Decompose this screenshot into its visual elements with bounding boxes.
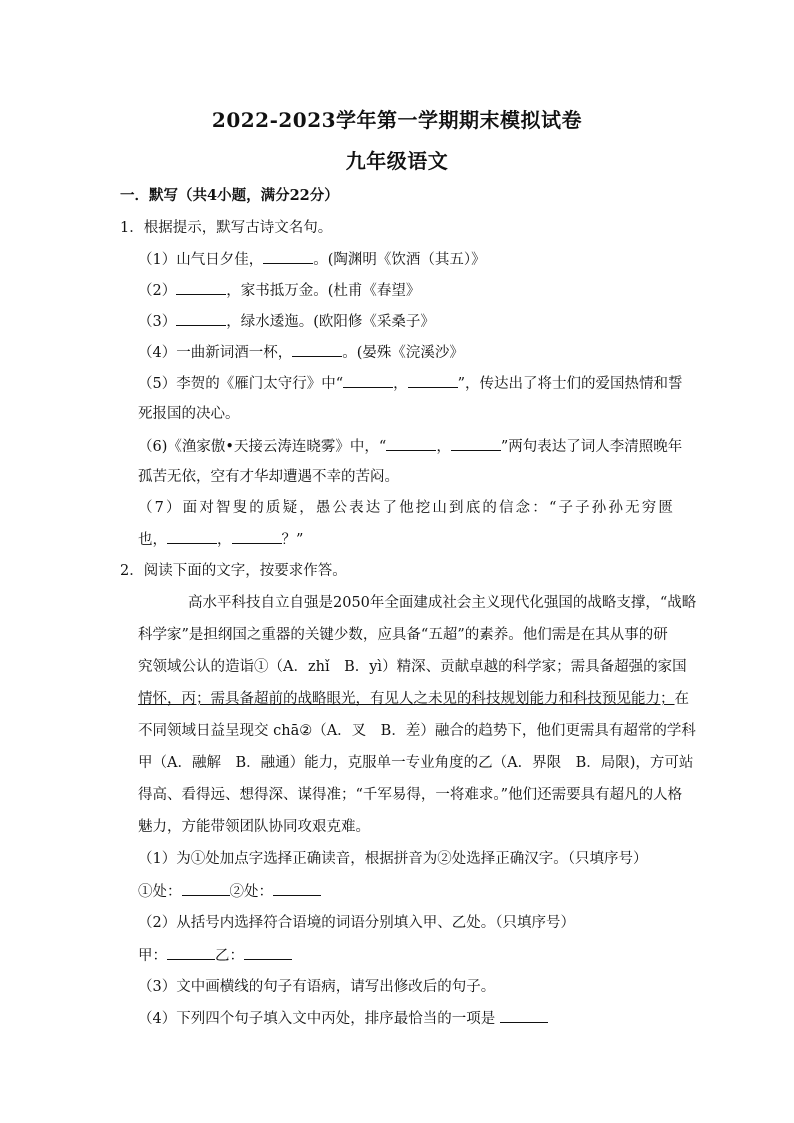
answer-blank[interactable]: [176, 311, 226, 326]
q2-sub-2-answer: 甲： 乙：: [138, 945, 292, 966]
passage-line-3: 究领域公认的造诣①（A．zhǐ B．yì）精深、贡献卓越的科学家；需具备超强的家国: [138, 659, 687, 675]
answer-blank[interactable]: [451, 436, 501, 451]
answer-blank[interactable]: [182, 881, 230, 896]
q1-part-6-line2: 孤苦无依，空有才华却遭遇不幸的苦闷。: [138, 469, 399, 485]
q1-part-5-line2: 死报国的决心。: [138, 406, 240, 422]
q1-part-6-line1: （6)《渔家傲•天接云涛连晓雾》中，“ ， ”两句表达了词人李清照晚年: [138, 436, 682, 457]
q1-part-5-line1: （5）李贺的《雁门太守行》中“ ， ”，传达出了将士们的爱国热情和誓: [138, 373, 683, 394]
passage-line-4: 情怀，丙；需具备超前的战略眼光，有见人之未见的科技规划能力和科技预见能力；在: [138, 691, 689, 707]
passage-line-2: 科学家”是担纲国之重器的关键少数，应具备“五超”的素养。他们需是在其从事的研: [138, 627, 668, 643]
passage-line-7: 得高、看得远、想得深、谋得准；“千军易得，一将难求。”他们还需要具有超凡的人格: [138, 787, 683, 803]
passage-line-6: 甲（A．融解 B．融通）能力，克服单一专业角度的乙（A．界限 B．局限)，方可站: [138, 755, 694, 771]
exam-subtitle: 九年级语文: [345, 149, 449, 173]
answer-blank[interactable]: [343, 373, 393, 388]
question-1-stem: 1．根据提示，默写古诗文名句。: [120, 220, 333, 236]
answer-blank[interactable]: [273, 881, 321, 896]
q2-sub-3: （3）文中画横线的句子有语病，请写出修改后的句子。: [138, 979, 496, 995]
answer-blank[interactable]: [500, 1008, 548, 1023]
q2-sub-1-answer: ①处： ②处：: [138, 881, 321, 902]
passage-line-5: 不同领域日益呈现交 chā②（A．叉 B．差）融合的趋势下，他们更需具有超常的学科: [138, 723, 696, 739]
q1-part-7-line2: 也， ， ？”: [138, 529, 303, 550]
answer-blank[interactable]: [167, 945, 215, 960]
section-heading: 一．默写（共4小题，满分22分）: [120, 187, 339, 204]
answer-blank[interactable]: [167, 529, 217, 544]
answer-blank[interactable]: [232, 529, 282, 544]
answer-blank[interactable]: [386, 436, 436, 451]
answer-blank[interactable]: [408, 373, 458, 388]
q2-sub-1: （1）为①处加点字选择正确读音，根据拼音为②处选择正确汉字。（只填序号）: [138, 851, 648, 867]
q1-part-7-line1: （7）面对智叟的质疑，愚公表达了他挖山到底的信念：“子子孙孙无穷匮: [138, 500, 674, 516]
q2-sub-4: （4）下列四个句子填入文中丙处，排序最恰当的一项是: [138, 1008, 548, 1029]
answer-blank[interactable]: [244, 945, 292, 960]
passage-line-8: 魅力，方能带领团队协同攻艰克难。: [138, 819, 370, 835]
q1-part-4: （4）一曲新词酒一杯， 。(晏殊《浣溪沙》: [138, 342, 464, 363]
question-2-stem: 2．阅读下面的文字，按要求作答。: [120, 563, 347, 579]
underlined-sentence: 需具备超前的战略眼光，有见人之未见的科技规划能力和科技预见能力；: [210, 691, 675, 707]
q1-part-2: （2） ，家书抵万金。(杜甫《春望》: [138, 280, 420, 301]
exam-title: 2022-2023学年第一学期期末模拟试卷: [211, 108, 583, 132]
q1-part-3: （3） ，绿水逶迤。(欧阳修《采桑子》: [138, 311, 435, 332]
answer-blank[interactable]: [292, 342, 342, 357]
q2-sub-2: （2）从括号内选择符合语境的词语分别填入甲、乙处。（只填序号）: [138, 915, 575, 931]
q1-part-1: （1）山气日夕佳， 。(陶渊明《饮酒（其五）》: [138, 249, 486, 270]
answer-blank[interactable]: [176, 280, 226, 295]
answer-blank[interactable]: [263, 249, 313, 264]
passage-line-1: 高水平科技自立自强是2050年全面建成社会主义现代化强国的战略支撑，“战略: [188, 595, 697, 611]
